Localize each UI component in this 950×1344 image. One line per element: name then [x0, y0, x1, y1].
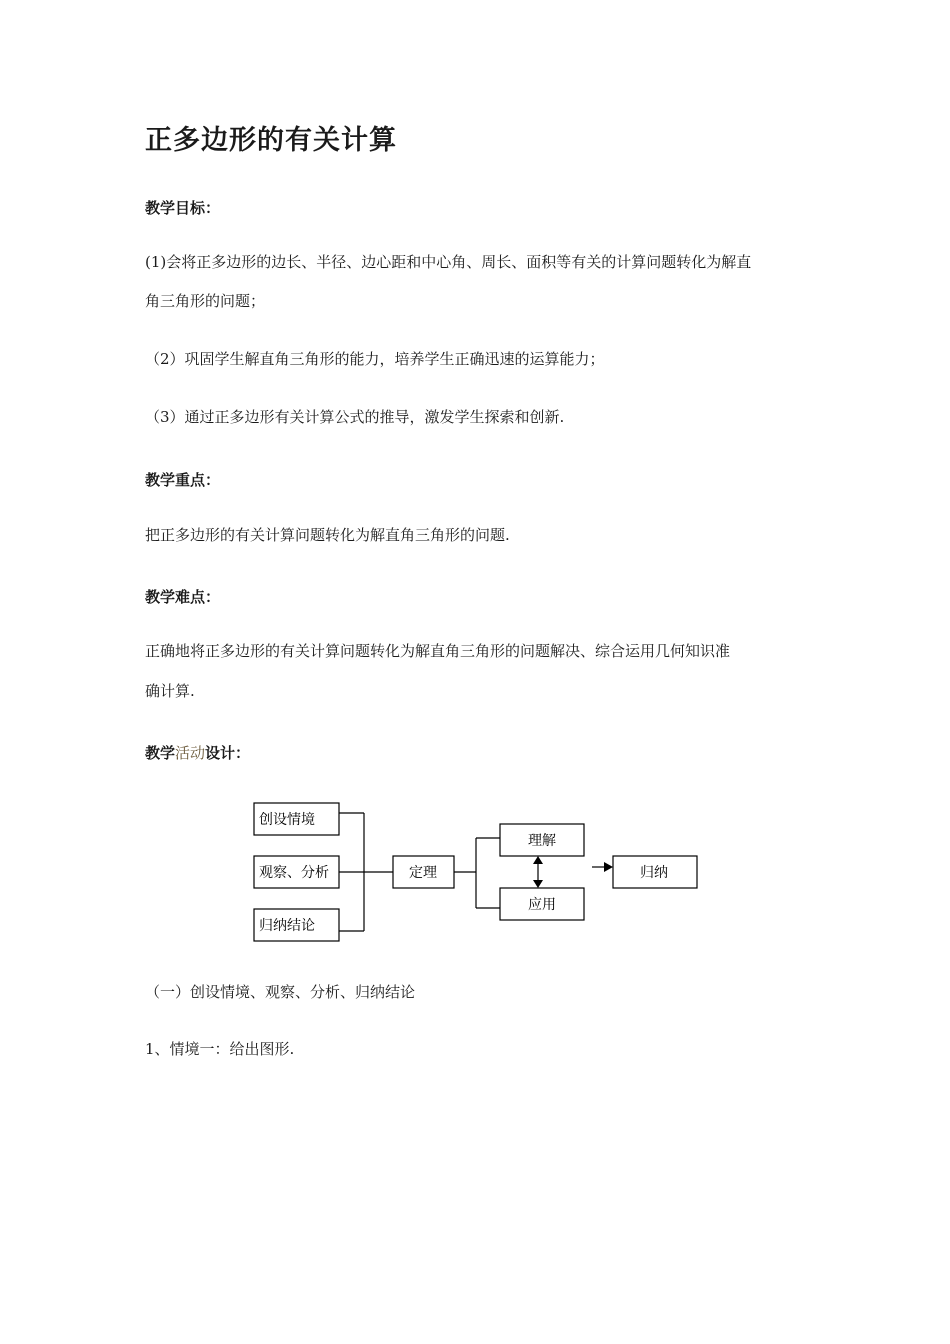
- activity-heading-part-3: 设计：: [205, 744, 251, 762]
- double-arrow-down-icon: [533, 880, 543, 888]
- goals-heading: 教学目标：: [145, 199, 221, 217]
- difficulty-line-1: 正确地将正多边形的有关计算问题转化为解直角三角形的问题解决、综合运用几何知识准: [145, 642, 731, 660]
- goal-3: （3）通过正多边形有关计算公式的推导，激发学生探索和创新.: [145, 408, 565, 426]
- difficulty-line-2: 确计算.: [145, 682, 195, 700]
- difficulty-heading: 教学难点：: [145, 588, 221, 606]
- box-theorem-label: 定理: [409, 865, 437, 881]
- box-situation-label: 创设情境: [259, 812, 315, 828]
- activity-flow-diagram: [240, 790, 710, 950]
- activity-heading-part-2: 活动: [175, 744, 206, 762]
- section-1: （一）创设情境、观察、分析、归纳结论: [145, 983, 416, 1001]
- activity-heading-part-1: 教学: [145, 744, 176, 762]
- activity-heading: [145, 742, 250, 763]
- key-text: 把正多边形的有关计算问题转化为解直角三角形的问题.: [145, 526, 510, 544]
- item-1: 1、情境一：给出图形.: [145, 1040, 295, 1058]
- box-observe-label: 观察、分析: [259, 865, 329, 881]
- arrow-right-icon: [604, 862, 613, 872]
- double-arrow-up-icon: [533, 856, 543, 864]
- key-heading: 教学重点：: [145, 471, 221, 489]
- box-conclude-label: 归纳结论: [259, 918, 315, 934]
- box-understand-label: 理解: [528, 833, 556, 849]
- goal-1-line-2: 角三角形的问题；: [145, 292, 266, 310]
- goal-1-line-1: (1)会将正多边形的边长、半径、边心距和中心角、周长、面积等有关的计算问题转化为解直: [145, 253, 752, 271]
- page-title: 正多边形的有关计算: [145, 125, 397, 156]
- box-summarize-label: 归纳: [640, 865, 668, 881]
- box-apply-label: 应用: [528, 897, 556, 913]
- goal-2: （2）巩固学生解直角三角形的能力，培养学生正确迅速的运算能力；: [145, 350, 605, 368]
